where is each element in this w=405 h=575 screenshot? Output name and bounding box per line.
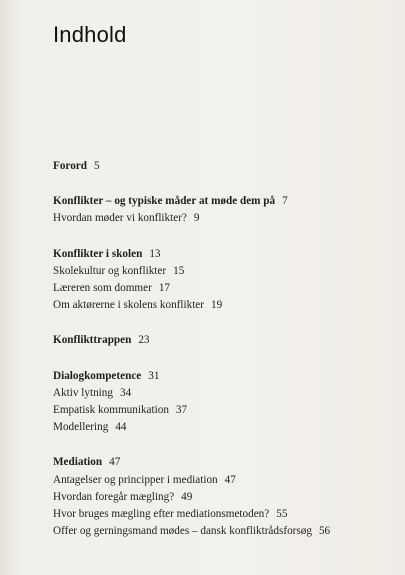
- toc-page-number: 47: [109, 456, 121, 469]
- toc-subentry: [53, 472, 393, 489]
- toc-subentry: [53, 280, 393, 297]
- toc-subentry: [53, 506, 393, 523]
- toc-entry-title: Hvor bruges mægling efter mediationsmetoden?: [53, 508, 270, 521]
- toc-section: [53, 332, 393, 349]
- toc-page-number: 19: [211, 299, 223, 312]
- toc-subentry: [53, 489, 393, 506]
- toc-section: [53, 193, 393, 227]
- toc-page-number: 56: [318, 525, 331, 538]
- toc-page-number: 49: [181, 490, 193, 503]
- toc-subentry: [53, 297, 393, 314]
- toc-entry-title: Offer og gerningsmand mødes – dansk konfliktrådsforsøg: [53, 525, 312, 538]
- toc-entry-title: Om aktørerne i skolens konflikter: [53, 299, 204, 312]
- toc-page-number: 7: [282, 195, 288, 208]
- table-of-contents: [53, 158, 393, 558]
- toc-entry-title: Modellering: [53, 421, 109, 434]
- toc-entry-title: Empatisk kommunikation: [53, 404, 169, 417]
- toc-subentry: [53, 402, 393, 419]
- toc-chapter-entry: [53, 332, 393, 349]
- toc-entry-title: Mediation: [53, 456, 103, 469]
- toc-section: [53, 158, 393, 175]
- toc-entry-title: Hvordan foregår mægling?: [53, 490, 175, 503]
- toc-entry-title: Hvordan møder vi konflikter?: [53, 212, 187, 225]
- toc-chapter-entry: [53, 368, 393, 385]
- toc-chapter-entry: [53, 193, 393, 210]
- toc-page-number: 17: [158, 282, 170, 295]
- toc-section: [53, 454, 393, 540]
- toc-entry-title: Konflikter i skolen: [53, 247, 143, 260]
- toc-page-number: 9: [193, 212, 200, 225]
- toc-entry-title: Aktiv lytning: [53, 386, 113, 399]
- toc-section: [53, 368, 393, 437]
- toc-page-number: 15: [173, 264, 185, 277]
- toc-page-number: 31: [148, 369, 160, 382]
- toc-chapter-entry: [53, 246, 393, 263]
- toc-subentry: [53, 210, 393, 227]
- toc-entry-title: Skolekultur og konflikter: [53, 264, 167, 277]
- toc-entry-title: Dialogkompetence: [53, 369, 142, 382]
- toc-page-number: 34: [119, 386, 132, 399]
- toc-chapter-entry: [53, 454, 393, 471]
- toc-subentry: [53, 385, 393, 402]
- toc-entry-title: Konflikter – og typiske måder at møde dem på: [53, 195, 276, 208]
- toc-entry-title: Antagelser og principper i mediation: [53, 473, 218, 486]
- toc-page-number: 23: [138, 334, 150, 347]
- toc-entry-title: Konflikttrappen: [53, 334, 132, 347]
- toc-page-number: 5: [93, 160, 100, 172]
- toc-subentry: [53, 523, 393, 540]
- toc-page-number: 37: [175, 404, 188, 417]
- toc-entry-title: Læreren som dommer: [53, 282, 152, 295]
- toc-page-number: 55: [276, 508, 288, 521]
- toc-entry-title: Forord: [53, 160, 87, 172]
- toc-chapter-entry: [53, 158, 393, 175]
- toc-page-number: 44: [115, 421, 127, 434]
- page-title: Indhold: [53, 22, 127, 47]
- toc-subentry: [53, 419, 393, 436]
- toc-page-number: 13: [149, 247, 161, 260]
- toc-page-number: 47: [224, 473, 236, 486]
- toc-section: [53, 246, 393, 315]
- toc-subentry: [53, 263, 393, 280]
